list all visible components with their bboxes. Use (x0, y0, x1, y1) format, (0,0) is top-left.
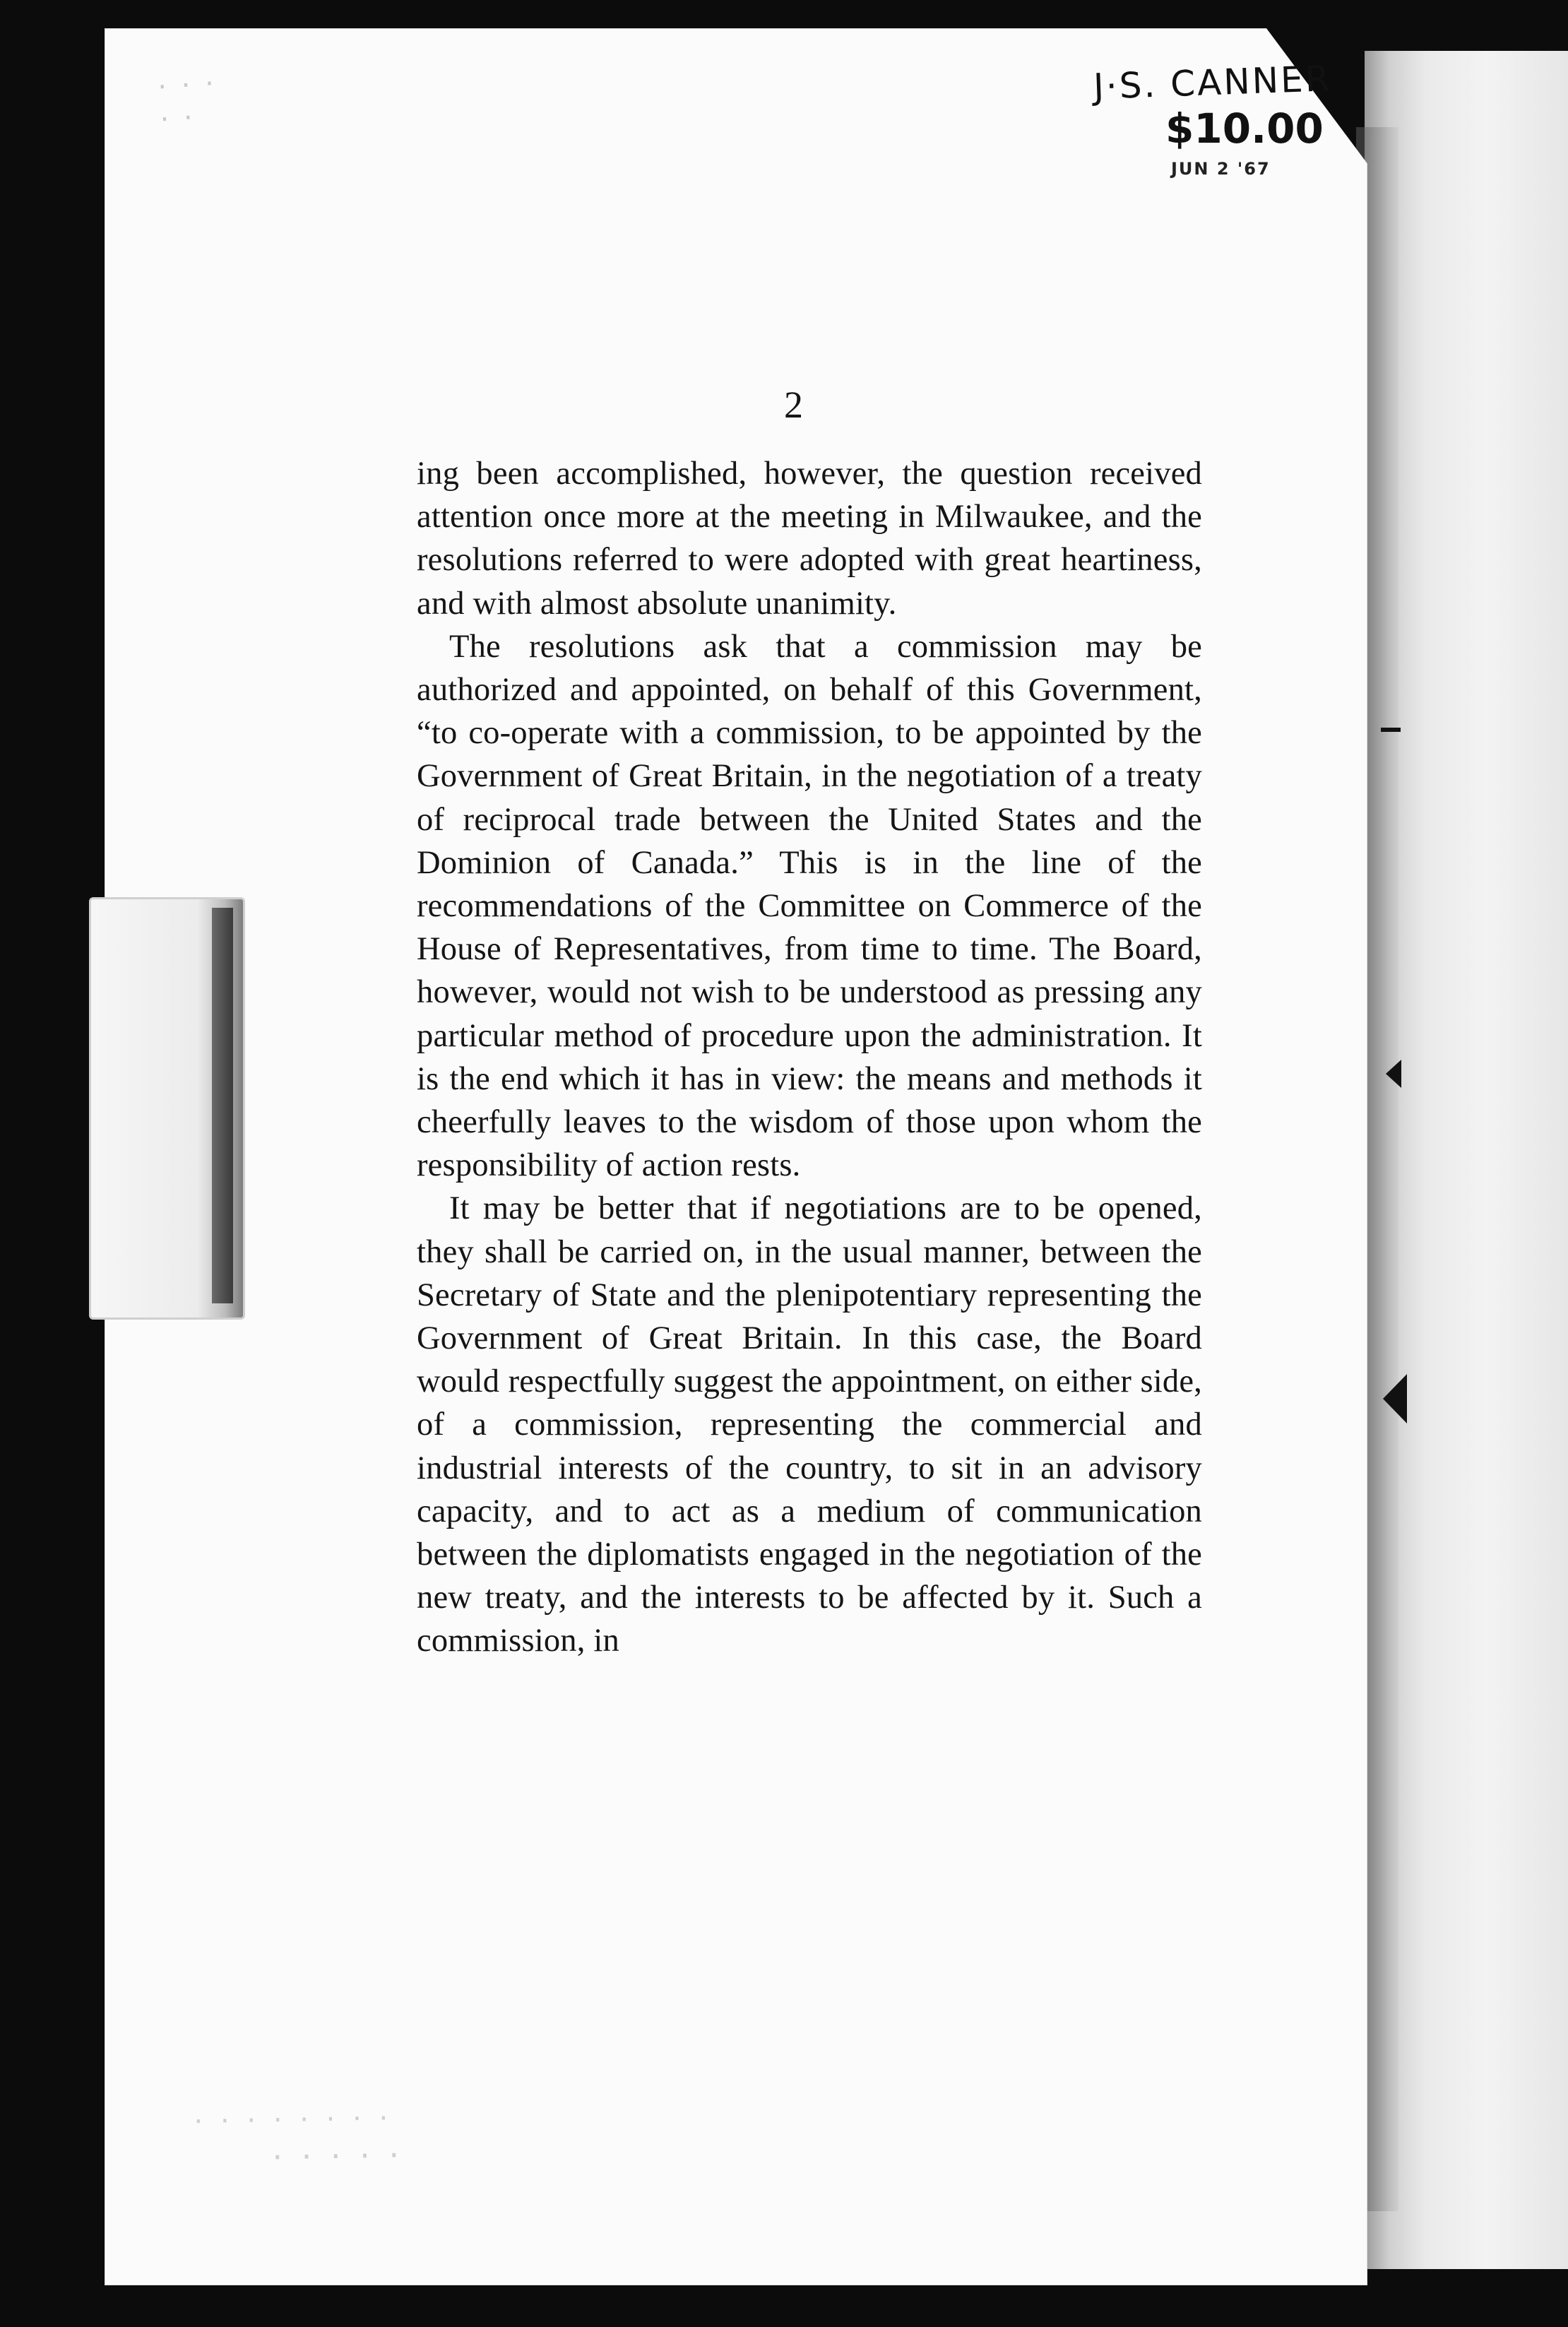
page-tab-shadow (212, 908, 233, 1303)
body-text (417, 452, 1202, 1663)
paragraph-2: The resolutions ask that a commission may be authorized and appointed, on behalf of this Government, “to co-operate with a commission, to be appointed by the Government of Great Britain, in the negotiation of a treaty of reciprocal trade between the United States and the Dominion of Canada.” This is in the line of the recommendations of the Committee on Commerce of the House of Representatives, from time to time. The Board, however, would not wish to be understood as pressing any particular method of procedure upon the administration. It is the end which it has in view: the means and methods it cheerfully leaves to the wisdom of those upon whom the responsibility of action rests. (417, 628, 1202, 1184)
faint-bottom-stamp: · · · · · · · · · · · · · (194, 2102, 404, 2177)
faint-margin-pencil: · · · · · (156, 67, 218, 136)
handwritten-name: J·S. CANNER (1093, 58, 1333, 107)
date-stamp: JUN 2 '67 (1171, 159, 1271, 179)
handwritten-price: $10.00 (1165, 105, 1324, 153)
paragraph-1: ing been accomplished, however, the question received attention once more at the meeting in Milwaukee, and the resolutions referred to were adopted with great heartiness, and with almost absolute unanimity. (417, 456, 1202, 622)
page-number: 2 (784, 384, 803, 426)
edge-mark (1381, 728, 1401, 732)
paragraph-3: It may be better that if negotiations are to be opened, they shall be carried on, in the usual manner, between the Secretary of State and the plenipotentiary representing the Government of Great Britain. In this case, the Board would respectfully suggest the appointment, on either side, of a commission, representing the commercial and industrial interests of the country, to sit in an advisory capacity, and to act as a medium of communication between the diplomatists engaged in the negotiation of the new treaty, and the interests to be affected by it. Such a commission, in (417, 1190, 1202, 1659)
